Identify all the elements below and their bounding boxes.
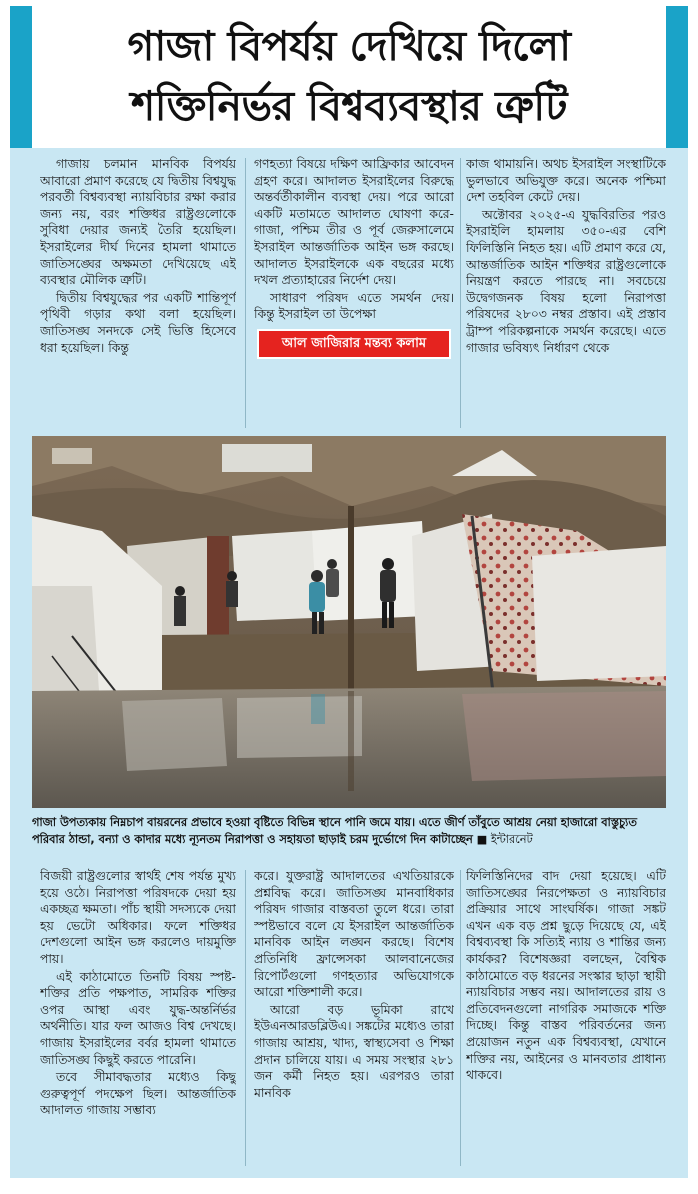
top-column-2 xyxy=(254,156,454,431)
paragraph: এই কাঠামোতে তিনটি বিষয় স্পষ্ট- শক্তির প্রতি পক্ষপাত, সামরিক শক্তির ওপর আস্থা এবং যুদ্ধ-অন্তর্নির্ভর অর্থনীতি। যার ফল আজও বিশ্ব দেখছে। গাজায় ইসরাইলের বর্বর হামলা থামাতে জাতিসঙ্ঘ কিছুই করতে পারেনি। xyxy=(40,969,236,1067)
column-divider xyxy=(460,870,461,1166)
tent-camp-photo xyxy=(32,436,666,808)
bottom-column-1 xyxy=(40,868,236,1168)
photo-credit: ■ ইন্টারনেট xyxy=(476,833,533,846)
paragraph: করে। যুক্তরাষ্ট্র আদালতের এখতিয়ারকে প্রশ্নবিদ্ধ করে। জাতিসঙ্ঘ মানবাধিকার পরিষদ গাজার বাস্তবতা তুলে ধরে। তারা স্পষ্টভাবে বলে যে ইসরাইল আন্তর্জাতিক মানবিক আইন লঙ্ঘন করছে। বিশেষ প্রতিনিধি ফ্রান্সেসকা আলবানেজের রিপোর্টগুলো গণহত্যার অভিযোগকে আরো শক্তিশালী করে। xyxy=(254,869,454,1000)
headline-line-1: গাজা বিপর্যয় দেখিয়ে দিলো xyxy=(127,22,571,70)
column-divider xyxy=(245,158,246,428)
paragraph: কাজ থামায়নি। অথচ ইসরাইল সংস্থাটিকে ভুলভাবে অভিযুক্ত করে। অনেক পশ্চিমা দেশ তহবিল কেটে দেয়। xyxy=(466,157,666,205)
newspaper-page xyxy=(10,6,688,1178)
paragraph: গণহত্যা বিষয়ে দক্ষিণ আফ্রিকার আবেদন গ্রহণ করে। আদালত ইসরাইলের বিরুদ্ধে অন্তর্বর্তীকালীন ব্যবস্থা দেয়। পরে আরো একটি মতামতে আদালত ঘোষণা করে- গাজা, পশ্চিম তীর ও পূর্ব জেরুসালেমে ইসরাইল আন্তর্জাতিক আইন ভঙ্গ করছে। আদালত ইসরাইলকে এক বছরের মধ্যে দখল প্রত্যাহারের নির্দেশ দেয়। xyxy=(254,157,454,288)
column-divider xyxy=(460,158,461,428)
headline xyxy=(40,16,658,136)
accent-bar-left xyxy=(10,6,32,148)
paragraph: গাজায় চলমান মানবিক বিপর্যয় আবারো প্রমাণ করেছে যে দ্বিতীয় বিশ্বযুদ্ধ পরবর্তী বিশ্বব্যবস্থা ন্যায়বিচার রক্ষা করার জন্য নয়, বরং শক্তিধর রাষ্ট্রগুলোকে সুবিধা দেয়ার জন্যই তৈরি হয়েছিল। ইসরাইলের দীর্ঘ দিনের হামলা থামাতে জাতিসঙ্ঘের অক্ষমতা দেখিয়েছে এই ব্যবস্থার মৌলিক ত্রুটি। xyxy=(40,157,236,288)
paragraph: তবে সীমাবদ্ধতার মধ্যেও কিছু গুরুত্বপূর্ণ পদক্ষেপ ছিল। আন্তর্জাতিক আদালত গাজায় সম্ভাব্য xyxy=(40,1070,236,1118)
column-divider xyxy=(245,870,246,1166)
bottom-column-3 xyxy=(466,868,666,1168)
photo-caption xyxy=(32,814,666,848)
top-column-3 xyxy=(466,156,666,431)
headline-line-2: শক্তিনির্ভর বিশ্বব্যবস্থার ত্রুটি xyxy=(130,82,567,130)
paragraph: দ্বিতীয় বিশ্বযুদ্ধের পর একটি শান্তিপূর্ণ পৃথিবী গড়ার কথা বলা হয়েছিল। জাতিসঙ্ঘ সনদকে সেই ভিত্তি হিসেবে ধরা হয়েছিল। কিন্তু xyxy=(40,290,236,355)
news-photo xyxy=(32,436,666,808)
caption-text: গাজা উপত্যকায় নিম্নচাপ বায়রনের প্রভাবে হওয়া বৃষ্টিতে বিভিন্ন স্থানে পানি জমে যায়। এতে জীর্ণ তাঁবুতে আশ্রয় নেয়া হাজারো বাস্তুচ্যুত পরিবার ঠান্ডা, বন্যা ও কাদার মধ্যে ন্যূনতম নিরাপত্তা ও সহায়তা ছাড়াই চরম দুর্ভোগে দিন কাটাচ্ছেন xyxy=(32,816,637,846)
top-column-1 xyxy=(40,156,236,431)
accent-bar-right xyxy=(666,6,688,148)
bottom-column-2 xyxy=(254,868,454,1168)
paragraph: বিজয়ী রাষ্ট্রগুলোর স্বার্থই শেষ পর্যন্ত মুখ্য হয়ে ওঠে। নিরাপত্তা পরিষদকে দেয়া হয় একচ্ছত্র ক্ষমতা। পাঁচ স্থায়ী সদস্যকে দেয়া হয় ভেটো অধিকার। ফলে শক্তিধর দেশগুলো আইন ভঙ্গ করলেও দায়মুক্তি পায়। xyxy=(40,869,236,966)
opinion-tag: আল জাজিরার মন্তব্য কলাম xyxy=(257,329,451,359)
paragraph: আরো বড় ভূমিকা রাখে ইউএনআরডব্লিউএ। সঙ্কটের মধ্যেও তারা গাজায় আশ্রয়, খাদ্য, স্বাস্থ্যসেবা ও শিক্ষা প্রদান চালিয়ে যায়। এ সময় সংস্থার ২৮১ জন কর্মী নিহত হয়। এরপরও তারা মানবিক xyxy=(254,1002,454,1100)
headline-band xyxy=(10,6,688,148)
paragraph: ফিলিস্তিনিদের বাদ দেয়া হয়েছে। এটি জাতিসঙ্ঘের নিরপেক্ষতা ও ন্যায়বিচার প্রক্রিয়ার সাথে সাংঘর্ষিক। গাজা সঙ্কট এখন এক বড় প্রশ্ন ছুড়ে দিয়েছে যে, এই বিশ্বব্যবস্থা কি সত্যিই ন্যায় ও শান্তির জন্য কার্যকর? বিশেষজ্ঞরা বলছেন, বৈশ্বিক কাঠামোতে বড় ধরনের সংস্কার ছাড়া স্থায়ী ন্যায়বিচার সম্ভব নয়। আদালতের রায় ও প্রতিবেদনগুলো নাগরিক সমাজকে শক্তি দিচ্ছে। কিন্তু বাস্তব পরিবর্তনের জন্য প্রয়োজন নতুন এক বিশ্বব্যবস্থা, যেখানে শক্তির নয়, আইনের ও মানবতার প্রাধান্য থাকবে। xyxy=(466,869,666,1083)
paragraph: সাধারণ পরিষদ এতে সমর্থন দেয়। কিন্তু ইসরাইল তা উপেক্ষা xyxy=(254,290,454,322)
paragraph: অক্টোবর ২০২৫-এ যুদ্ধবিরতির পরও ইসরাইলি হামলায় ৩৫০-এর বেশি ফিলিস্তিনি নিহত হয়। এটি প্রমাণ করে যে, আন্তর্জাতিক আইন শক্তিধর রাষ্ট্রগুলোকে নিয়ন্ত্রণ করতে পারছে না। সবচেয়ে উদ্বেগজনক বিষয় হলো নিরাপত্তা পরিষদের ২৮০৩ নম্বর প্রস্তাব। এই প্রস্তাব ট্রাম্প পরিকল্পনাকে সমর্থন করেছে। এতে গাজার ভবিষ্যৎ নির্ধারণ থেকে xyxy=(466,207,666,355)
